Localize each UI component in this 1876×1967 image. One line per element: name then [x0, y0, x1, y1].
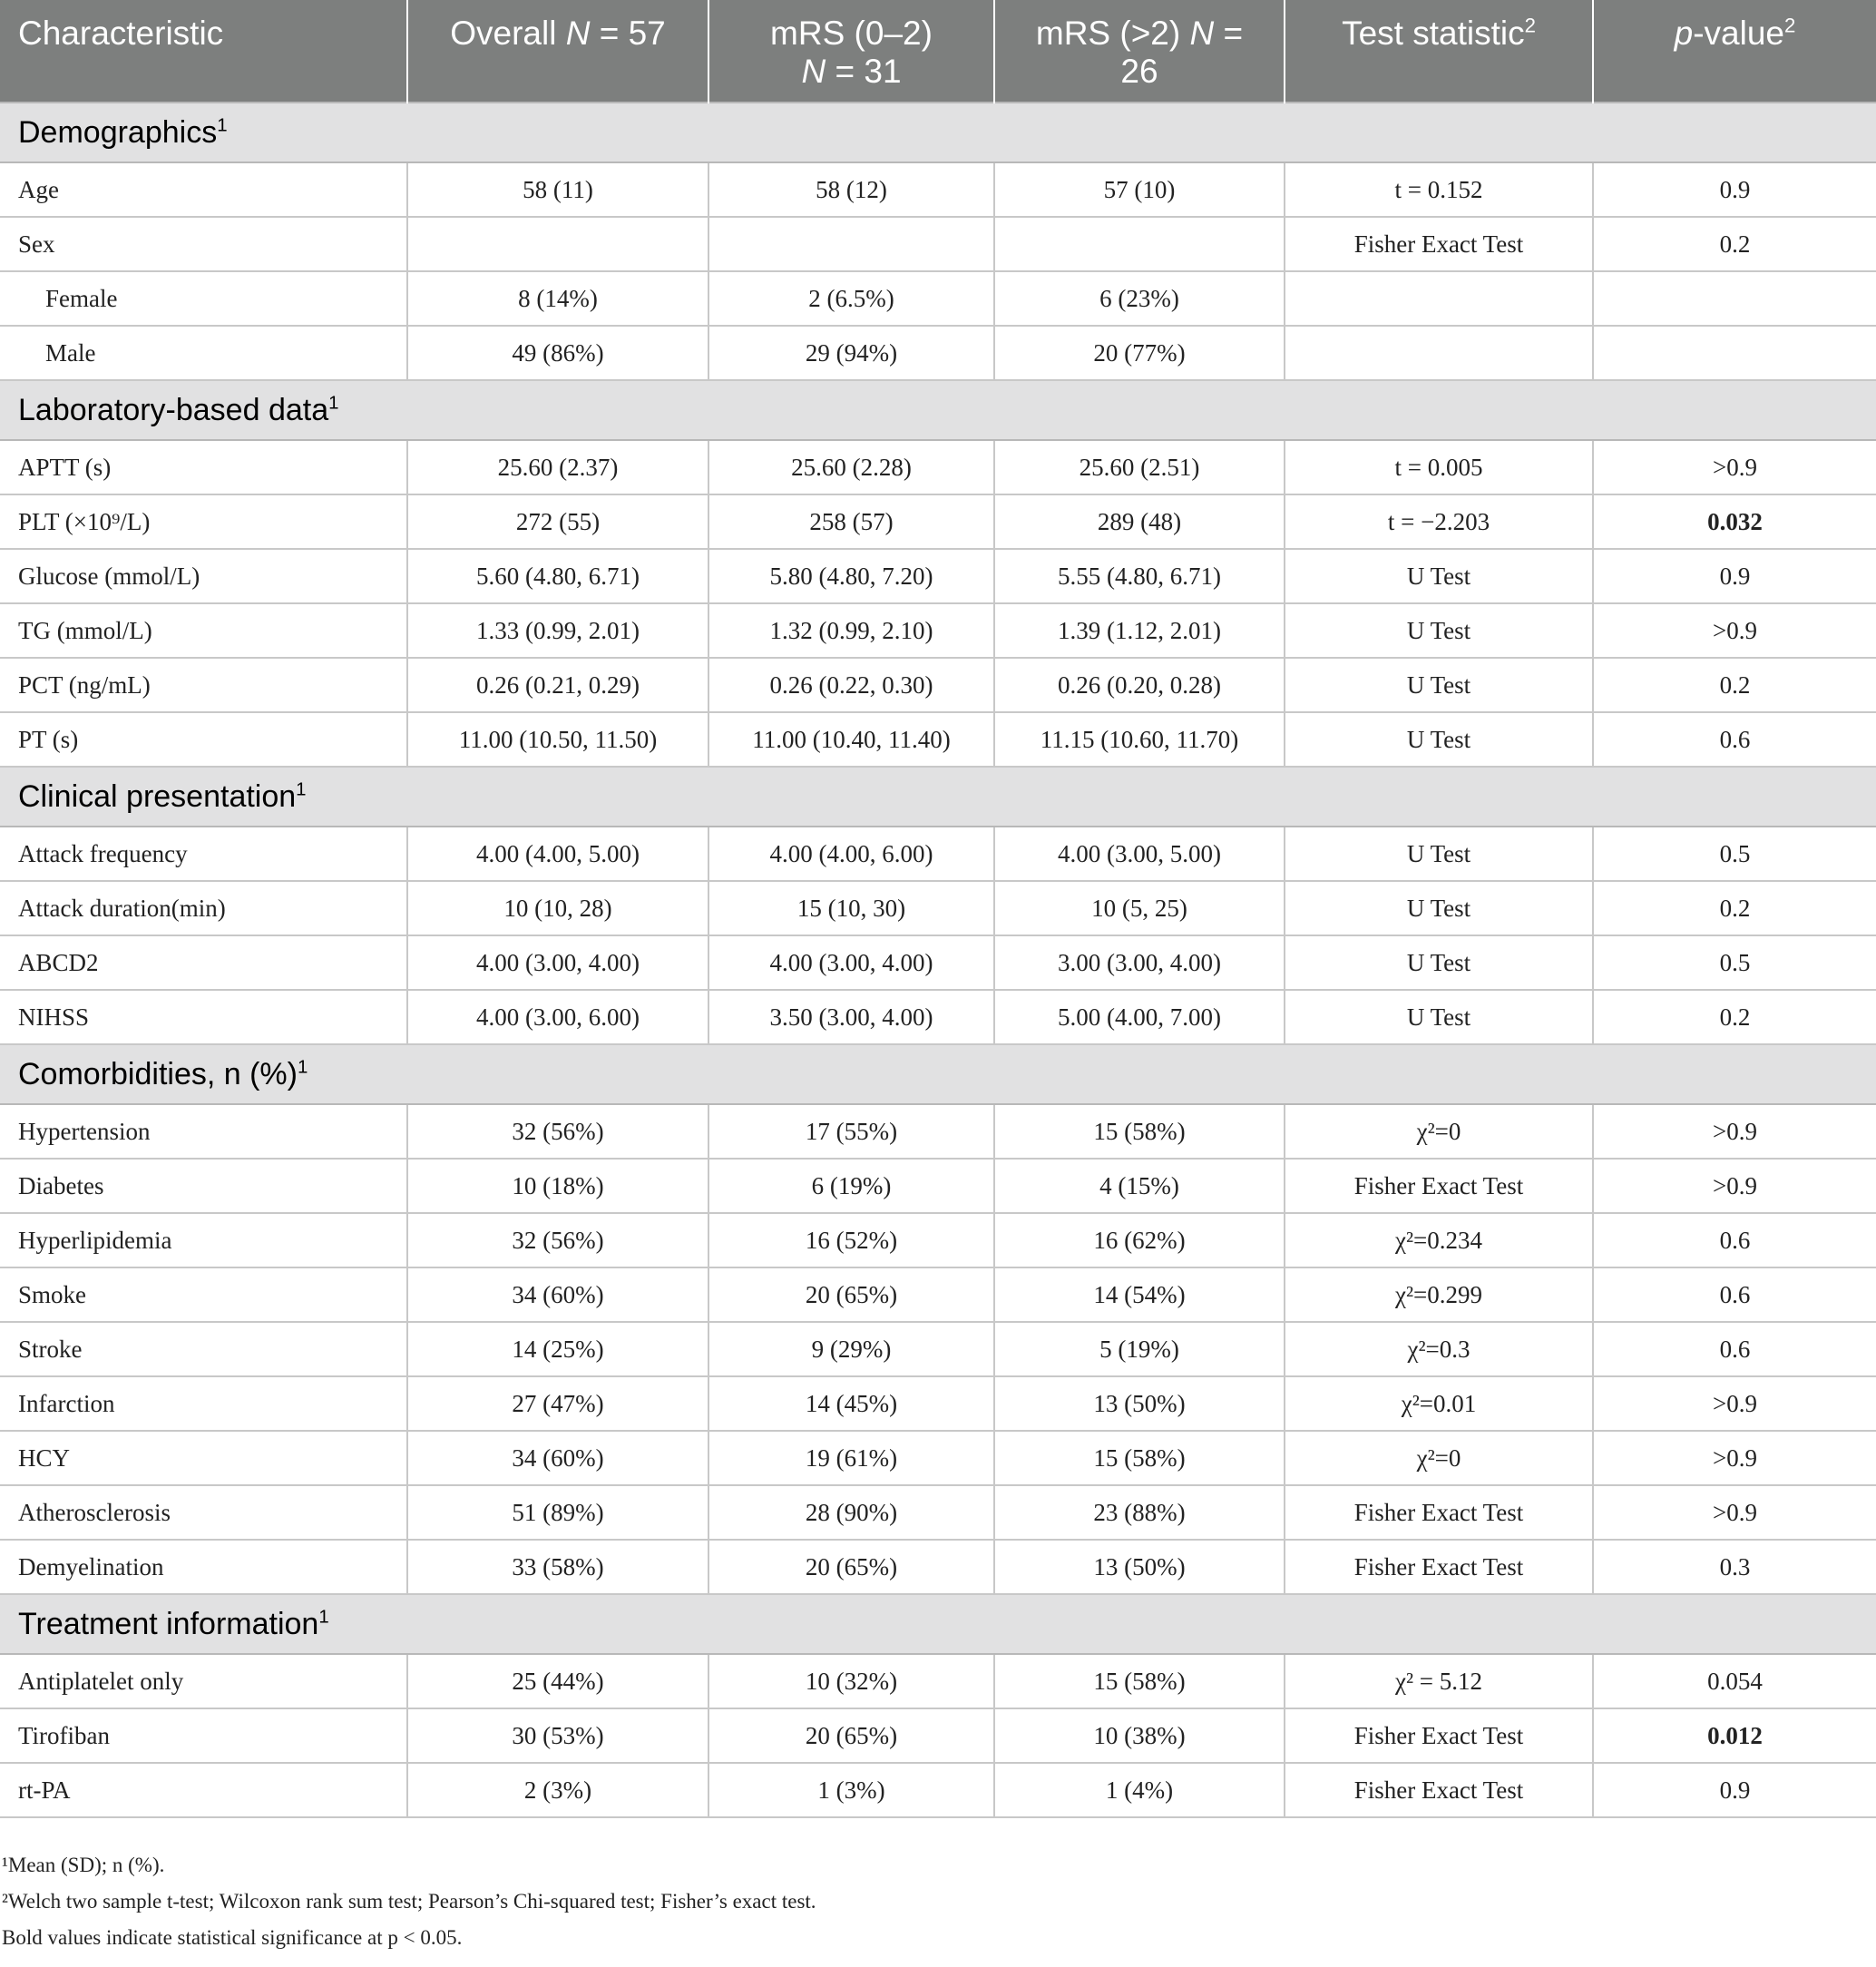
cell-g2: 1 (4%): [994, 1763, 1285, 1817]
header-test-sup: 2: [1524, 14, 1536, 37]
cell-label: Attack frequency: [0, 827, 407, 881]
cell-test: t = 0.152: [1285, 162, 1593, 217]
header-test-text: Test statistic: [1342, 15, 1525, 52]
cell-g2: 1.39 (1.12, 2.01): [994, 603, 1285, 658]
cell-g1: 20 (65%): [708, 1540, 994, 1594]
cell-label: Tirofiban: [0, 1708, 407, 1763]
cell-g1: 2 (6.5%): [708, 271, 994, 326]
footnote-3: Bold values indicate statistical significance at p < 0.05.: [2, 1926, 463, 1949]
cell-g2: 15 (58%): [994, 1431, 1285, 1485]
section-title: [0, 380, 1876, 440]
cell-g2: 14 (54%): [994, 1267, 1285, 1322]
cell-p: >0.9: [1593, 1159, 1876, 1213]
header-overall-n: N: [565, 15, 591, 52]
header-mrs-gt2-count: = 26: [1120, 15, 1244, 90]
cell-g2: 25.60 (2.51): [994, 440, 1285, 494]
cell-overall: 25 (44%): [407, 1654, 708, 1708]
header-characteristic-text: Characteristic: [18, 15, 224, 52]
cell-g2: 4.00 (3.00, 5.00): [994, 827, 1285, 881]
header-mrs-0-2-n: N: [801, 53, 826, 90]
cell-g1: 29 (94%): [708, 326, 994, 380]
cell-p: >0.9: [1593, 440, 1876, 494]
cell-g2: [994, 217, 1285, 271]
cell-g2: 289 (48): [994, 494, 1285, 549]
cell-g2: 15 (58%): [994, 1654, 1285, 1708]
cell-g2: 5.00 (4.00, 7.00): [994, 990, 1285, 1044]
cell-overall: 51 (89%): [407, 1485, 708, 1540]
section-title: [0, 1594, 1876, 1654]
cell-g1: 58 (12): [708, 162, 994, 217]
cell-g2: 13 (50%): [994, 1540, 1285, 1594]
cell-p: >0.9: [1593, 1104, 1876, 1159]
cell-overall: 49 (86%): [407, 326, 708, 380]
cell-g1: 4.00 (4.00, 6.00): [708, 827, 994, 881]
section-title: [0, 767, 1876, 827]
cell-test: χ² = 5.12: [1285, 1654, 1593, 1708]
cell-label: APTT (s): [0, 440, 407, 494]
cell-label: Hypertension: [0, 1104, 407, 1159]
header-test-statistic: [1285, 0, 1593, 103]
header-mrs-0-2-count: = 31: [826, 53, 902, 90]
cell-overall: 25.60 (2.37): [407, 440, 708, 494]
cell-g2: 16 (62%): [994, 1213, 1285, 1267]
cell-test: U Test: [1285, 827, 1593, 881]
cell-g1: 1.32 (0.99, 2.10): [708, 603, 994, 658]
cell-g2: 57 (10): [994, 162, 1285, 217]
cell-overall: 34 (60%): [407, 1431, 708, 1485]
cell-g1: 25.60 (2.28): [708, 440, 994, 494]
header-overall-count: = 57: [590, 15, 666, 52]
cell-p: 0.2: [1593, 881, 1876, 935]
cell-overall: 1.33 (0.99, 2.01): [407, 603, 708, 658]
cell-test: Fisher Exact Test: [1285, 1159, 1593, 1213]
cell-label: Infarction: [0, 1376, 407, 1431]
header-row: [0, 0, 1876, 103]
cell-overall: 58 (11): [407, 162, 708, 217]
cell-g1: 9 (29%): [708, 1322, 994, 1376]
cell-p: 0.5: [1593, 827, 1876, 881]
cell-test: [1285, 271, 1593, 326]
section-title-sup: 1: [217, 115, 228, 136]
cell-overall: 4.00 (3.00, 6.00): [407, 990, 708, 1044]
section-row: [0, 103, 1876, 162]
cell-p: 0.032: [1593, 494, 1876, 549]
section-title-text: Treatment information: [18, 1606, 319, 1641]
cell-label: Male: [0, 326, 407, 380]
cell-g1: 20 (65%): [708, 1708, 994, 1763]
cell-p: 0.3: [1593, 1540, 1876, 1594]
cell-g1: 15 (10, 30): [708, 881, 994, 935]
header-mrs-gt2: [994, 0, 1285, 103]
table-row: [0, 1708, 1876, 1763]
cell-p: 0.2: [1593, 990, 1876, 1044]
cell-label: Atherosclerosis: [0, 1485, 407, 1540]
table-row: [0, 549, 1876, 603]
table-row: [0, 217, 1876, 271]
cell-g2: 0.26 (0.20, 0.28): [994, 658, 1285, 712]
cell-g1: 17 (55%): [708, 1104, 994, 1159]
cell-label: Female: [0, 271, 407, 326]
cell-g2: 10 (5, 25): [994, 881, 1285, 935]
cell-p: >0.9: [1593, 1431, 1876, 1485]
cell-g2: 5.55 (4.80, 6.71): [994, 549, 1285, 603]
cell-p: 0.6: [1593, 1267, 1876, 1322]
cell-test: [1285, 326, 1593, 380]
cell-label: Demyelination: [0, 1540, 407, 1594]
header-mrs-0-2-text: mRS (0–2): [770, 15, 933, 52]
cell-test: U Test: [1285, 990, 1593, 1044]
cell-test: Fisher Exact Test: [1285, 1708, 1593, 1763]
section-title-sup: 1: [328, 393, 339, 414]
cell-p: 0.9: [1593, 162, 1876, 217]
cell-label: Stroke: [0, 1322, 407, 1376]
section-title-text: Demographics: [18, 114, 218, 150]
cell-label: HCY: [0, 1431, 407, 1485]
cell-p: 0.6: [1593, 1322, 1876, 1376]
cell-g1: 1 (3%): [708, 1763, 994, 1817]
cell-p: >0.9: [1593, 603, 1876, 658]
table-row: [0, 1540, 1876, 1594]
cell-overall: 32 (56%): [407, 1104, 708, 1159]
section-title-sup: 1: [296, 779, 307, 800]
section-title: [0, 1044, 1876, 1104]
footnote-2: ²Welch two sample t-test; Wilcoxon rank sum test; Pearson’s Chi-squared test; Fisher’s exact test.: [2, 1890, 816, 1913]
cell-p: [1593, 326, 1876, 380]
table-row: [0, 1431, 1876, 1485]
cell-overall: 2 (3%): [407, 1763, 708, 1817]
header-p-text: -value: [1693, 15, 1784, 52]
cell-g2: 6 (23%): [994, 271, 1285, 326]
table-row: [0, 827, 1876, 881]
cell-test: χ²=0.234: [1285, 1213, 1593, 1267]
table-row: [0, 990, 1876, 1044]
table-row: [0, 1485, 1876, 1540]
cell-g1: 4.00 (3.00, 4.00): [708, 935, 994, 990]
cell-overall: 5.60 (4.80, 6.71): [407, 549, 708, 603]
cell-g1: 19 (61%): [708, 1431, 994, 1485]
cell-label: rt-PA: [0, 1763, 407, 1817]
cell-label: PT (s): [0, 712, 407, 767]
cell-label: Age: [0, 162, 407, 217]
cell-p: 0.054: [1593, 1654, 1876, 1708]
table-row: [0, 1159, 1876, 1213]
section-title-text: Clinical presentation: [18, 778, 297, 814]
cell-label: Hyperlipidemia: [0, 1213, 407, 1267]
section-title-sup: 1: [297, 1057, 308, 1078]
cell-test: χ²=0: [1285, 1431, 1593, 1485]
cell-g2: 3.00 (3.00, 4.00): [994, 935, 1285, 990]
cell-test: Fisher Exact Test: [1285, 1540, 1593, 1594]
table-row: [0, 326, 1876, 380]
cell-label: Smoke: [0, 1267, 407, 1322]
cell-p: 0.5: [1593, 935, 1876, 990]
cell-g1: 10 (32%): [708, 1654, 994, 1708]
cell-g1: 20 (65%): [708, 1267, 994, 1322]
section-title-text: Comorbidities, n (%): [18, 1056, 298, 1091]
cell-test: t = −2.203: [1285, 494, 1593, 549]
section-row: [0, 767, 1876, 827]
cell-p: >0.9: [1593, 1376, 1876, 1431]
table-row: [0, 881, 1876, 935]
cell-test: U Test: [1285, 549, 1593, 603]
cell-p: 0.9: [1593, 549, 1876, 603]
header-characteristic: [0, 0, 407, 103]
header-p-italic: p: [1674, 15, 1694, 52]
cell-label: Glucose (mmol/L): [0, 549, 407, 603]
cell-g1: 14 (45%): [708, 1376, 994, 1431]
table-row: [0, 1763, 1876, 1817]
cell-g1: 3.50 (3.00, 4.00): [708, 990, 994, 1044]
section-title-sup: 1: [318, 1607, 329, 1628]
cell-g2: 23 (88%): [994, 1485, 1285, 1540]
header-overall: [407, 0, 708, 103]
cell-label: ABCD2: [0, 935, 407, 990]
cell-g1: 258 (57): [708, 494, 994, 549]
cell-test: U Test: [1285, 935, 1593, 990]
cell-g2: 10 (38%): [994, 1708, 1285, 1763]
table-row: [0, 603, 1876, 658]
cell-overall: 0.26 (0.21, 0.29): [407, 658, 708, 712]
cell-overall: 27 (47%): [407, 1376, 708, 1431]
header-mrs-gt2-text: mRS (>2): [1035, 15, 1190, 52]
cell-overall: 33 (58%): [407, 1540, 708, 1594]
cell-overall: 4.00 (3.00, 4.00): [407, 935, 708, 990]
table-row: [0, 1267, 1876, 1322]
cell-label: PCT (ng/mL): [0, 658, 407, 712]
cell-g2: 15 (58%): [994, 1104, 1285, 1159]
cell-g1: 11.00 (10.40, 11.40): [708, 712, 994, 767]
cell-p: 0.2: [1593, 217, 1876, 271]
cell-overall: 10 (10, 28): [407, 881, 708, 935]
table-row: [0, 658, 1876, 712]
cell-g1: 28 (90%): [708, 1485, 994, 1540]
cell-label: NIHSS: [0, 990, 407, 1044]
header-p-value: [1593, 0, 1876, 103]
cell-p: 0.2: [1593, 658, 1876, 712]
cell-test: χ²=0.299: [1285, 1267, 1593, 1322]
cell-p: [1593, 271, 1876, 326]
header-mrs-0-2: [708, 0, 994, 103]
cell-g1: 5.80 (4.80, 7.20): [708, 549, 994, 603]
cell-test: U Test: [1285, 658, 1593, 712]
table-row: [0, 712, 1876, 767]
footnote-1: ¹Mean (SD); n (%).: [2, 1854, 165, 1876]
cell-test: χ²=0.01: [1285, 1376, 1593, 1431]
cell-label: Diabetes: [0, 1159, 407, 1213]
cell-p: 0.6: [1593, 712, 1876, 767]
table-row: [0, 1376, 1876, 1431]
cell-overall: 10 (18%): [407, 1159, 708, 1213]
cell-test: t = 0.005: [1285, 440, 1593, 494]
header-p-sup: 2: [1784, 14, 1796, 37]
cell-overall: [407, 217, 708, 271]
table-row: [0, 1104, 1876, 1159]
table-row: [0, 1322, 1876, 1376]
cell-label: Sex: [0, 217, 407, 271]
section-row: [0, 380, 1876, 440]
cell-p: >0.9: [1593, 1485, 1876, 1540]
cell-g2: 11.15 (10.60, 11.70): [994, 712, 1285, 767]
table-row: [0, 1654, 1876, 1708]
cell-label: PLT (×10⁹/L): [0, 494, 407, 549]
table-row: [0, 162, 1876, 217]
cell-g2: 5 (19%): [994, 1322, 1285, 1376]
cell-test: U Test: [1285, 603, 1593, 658]
cell-test: χ²=0.3: [1285, 1322, 1593, 1376]
cell-overall: 32 (56%): [407, 1213, 708, 1267]
table-row: [0, 494, 1876, 549]
header-overall-text: Overall: [450, 15, 566, 52]
cell-p: 0.9: [1593, 1763, 1876, 1817]
cell-test: χ²=0: [1285, 1104, 1593, 1159]
cell-overall: 8 (14%): [407, 271, 708, 326]
table-row: [0, 935, 1876, 990]
cell-overall: 30 (53%): [407, 1708, 708, 1763]
cell-label: Attack duration(min): [0, 881, 407, 935]
cell-g2: 13 (50%): [994, 1376, 1285, 1431]
cell-g1: 16 (52%): [708, 1213, 994, 1267]
section-title-text: Laboratory-based data: [18, 392, 329, 427]
section-row: [0, 1044, 1876, 1104]
cell-test: U Test: [1285, 712, 1593, 767]
cell-overall: 14 (25%): [407, 1322, 708, 1376]
cell-overall: 11.00 (10.50, 11.50): [407, 712, 708, 767]
table-row: [0, 271, 1876, 326]
footnotes: [0, 1847, 1876, 1956]
cell-test: Fisher Exact Test: [1285, 1485, 1593, 1540]
section-row: [0, 1594, 1876, 1654]
cell-p: 0.012: [1593, 1708, 1876, 1763]
cell-g1: [708, 217, 994, 271]
cell-label: Antiplatelet only: [0, 1654, 407, 1708]
cell-overall: 272 (55): [407, 494, 708, 549]
table-row: [0, 440, 1876, 494]
cell-test: U Test: [1285, 881, 1593, 935]
table-row: [0, 1213, 1876, 1267]
cell-p: 0.6: [1593, 1213, 1876, 1267]
section-title: [0, 103, 1876, 162]
cell-overall: 4.00 (4.00, 5.00): [407, 827, 708, 881]
header-mrs-gt2-n: N: [1189, 15, 1215, 52]
cell-label: TG (mmol/L): [0, 603, 407, 658]
cell-overall: 34 (60%): [407, 1267, 708, 1322]
table-body: [0, 103, 1876, 1817]
cell-g2: 4 (15%): [994, 1159, 1285, 1213]
cell-g2: 20 (77%): [994, 326, 1285, 380]
cell-test: Fisher Exact Test: [1285, 217, 1593, 271]
cell-test: Fisher Exact Test: [1285, 1763, 1593, 1817]
cell-g1: 6 (19%): [708, 1159, 994, 1213]
cell-g1: 0.26 (0.22, 0.30): [708, 658, 994, 712]
